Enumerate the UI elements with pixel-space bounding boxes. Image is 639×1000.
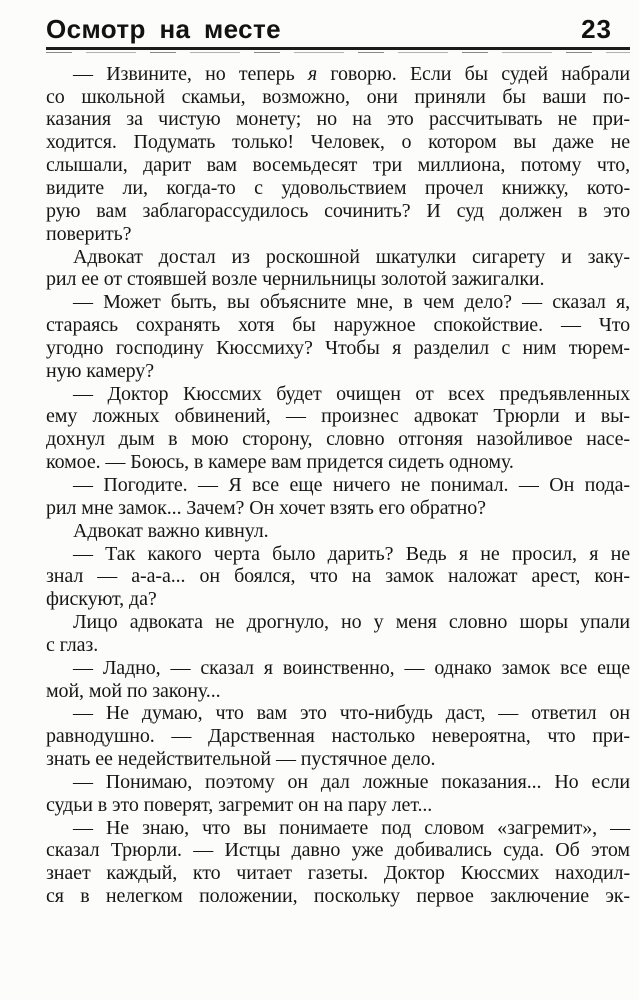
paragraph: [46, 63, 630, 246]
text-line: — Погодите. — Я все еще ничего не понимал. — Он пода-: [73, 473, 630, 496]
header-rule: [46, 47, 630, 50]
text-line: — Так какого черта было дарить? Ведь я не просил, я не: [73, 542, 630, 565]
paragraph: [46, 246, 630, 292]
text-line: со школьной скамьи, возможно, они приняли бы ваши по-: [46, 85, 630, 108]
text-line: равнодушно. — Дарственная настолько невероятна, что при-: [46, 725, 630, 748]
page-header: [46, 16, 630, 43]
text-line: — Доктор Кюссмих будет очищен от всех предъявленных: [73, 382, 630, 405]
text-line: рил ее от стоявшей возле чернильницы золотой зажигалки.: [46, 268, 545, 291]
text-line: дохнул дым в мою сторону, словно отгоняя назойливое насе-: [46, 428, 630, 451]
text-line: знал — а-а-а... он боялся, что на замок наложат арест, кон-: [46, 565, 630, 588]
text-line: видите ли, когда-то с удовольствием прочел книжку, кото-: [46, 177, 630, 200]
text-line: рил мне замок... Зачем? Он хочет взять его обратно?: [46, 496, 486, 519]
paragraph: [46, 817, 630, 908]
page-text: [46, 63, 630, 908]
text-line: комое. — Боюсь, в камере вам придется сидеть одному.: [46, 451, 514, 474]
paragraph: [46, 520, 630, 543]
text-line: судьи в это поверят, загремит он на пару лет...: [46, 793, 433, 816]
text-line: фискуют, да?: [46, 588, 157, 611]
text-line: ся в нелегком положении, поскольку первое заключение эк-: [46, 885, 630, 908]
header-rule-scan-artifact: [46, 52, 630, 53]
text-line: — Понимаю, поэтому он дал ложные показания... Но если: [73, 770, 630, 793]
text-line: — Не знаю, что вы понимаете под словом «загремит», —: [73, 816, 630, 839]
running-title: Осмотр на месте: [46, 14, 282, 44]
text-line: Лицо адвоката не дрогнуло, но у меня словно шоры упали: [73, 611, 630, 634]
text-line: ему ложных обвинений, — произнес адвокат Трюрли и вы-: [46, 405, 630, 428]
text-line: — Ладно, — сказал я воинственно, — однако замок все еще: [73, 656, 630, 679]
text-line: слышали, дарит вам восемьдесят три миллиона, потому что,: [46, 154, 630, 177]
paragraph: [46, 543, 630, 612]
text-line: ходится. Подумать только! Человек, о котором вы даже не: [46, 131, 630, 154]
paragraph: [46, 771, 630, 817]
text-line: с глаз.: [46, 633, 99, 656]
text-line: сказал Трюрли. — Истцы давно уже добивались суда. Об этом: [46, 839, 630, 862]
text-line: мой, мой по закону...: [46, 679, 221, 702]
paragraph: [46, 474, 630, 520]
text-line: Адвокат достал из роскошной шкатулки сигарету и заку-: [73, 245, 630, 268]
text-line: — Может быть, вы объясните мне, в чем дело? — сказал я,: [73, 291, 630, 314]
text-line: знает каждый, кто читает газеты. Доктор Кюссмих находил-: [46, 862, 630, 885]
paragraph: [46, 657, 630, 703]
text-line: — Извините, но теперь я говорю. Если бы судей набрали: [73, 62, 630, 85]
paragraph: [46, 702, 630, 771]
page-number: 23: [581, 14, 612, 44]
paragraph: [46, 383, 630, 474]
text-line: Адвокат важно кивнул.: [73, 519, 269, 542]
text-line: знать ее недействительной — пустячное дело.: [46, 748, 436, 771]
text-line: угодно господину Кюссмиху? Чтобы я разделил с ним тюрем-: [46, 336, 630, 359]
text-line: рую вам заблагорассудилось сочинить? И суд должен в это: [46, 199, 630, 222]
paragraph: [46, 291, 630, 382]
text-line: — Не думаю, что вам это что-нибудь даст, — ответил он: [73, 702, 630, 725]
paragraph: [46, 611, 630, 657]
text-line: стараясь сохранять хотя бы наружное спокойствие. — Что: [46, 314, 630, 337]
text-line: казания за чистую монету; но на это рассчитывать не при-: [46, 108, 630, 131]
text-line: поверить?: [46, 222, 132, 245]
text-line: ную камеру?: [46, 359, 154, 382]
